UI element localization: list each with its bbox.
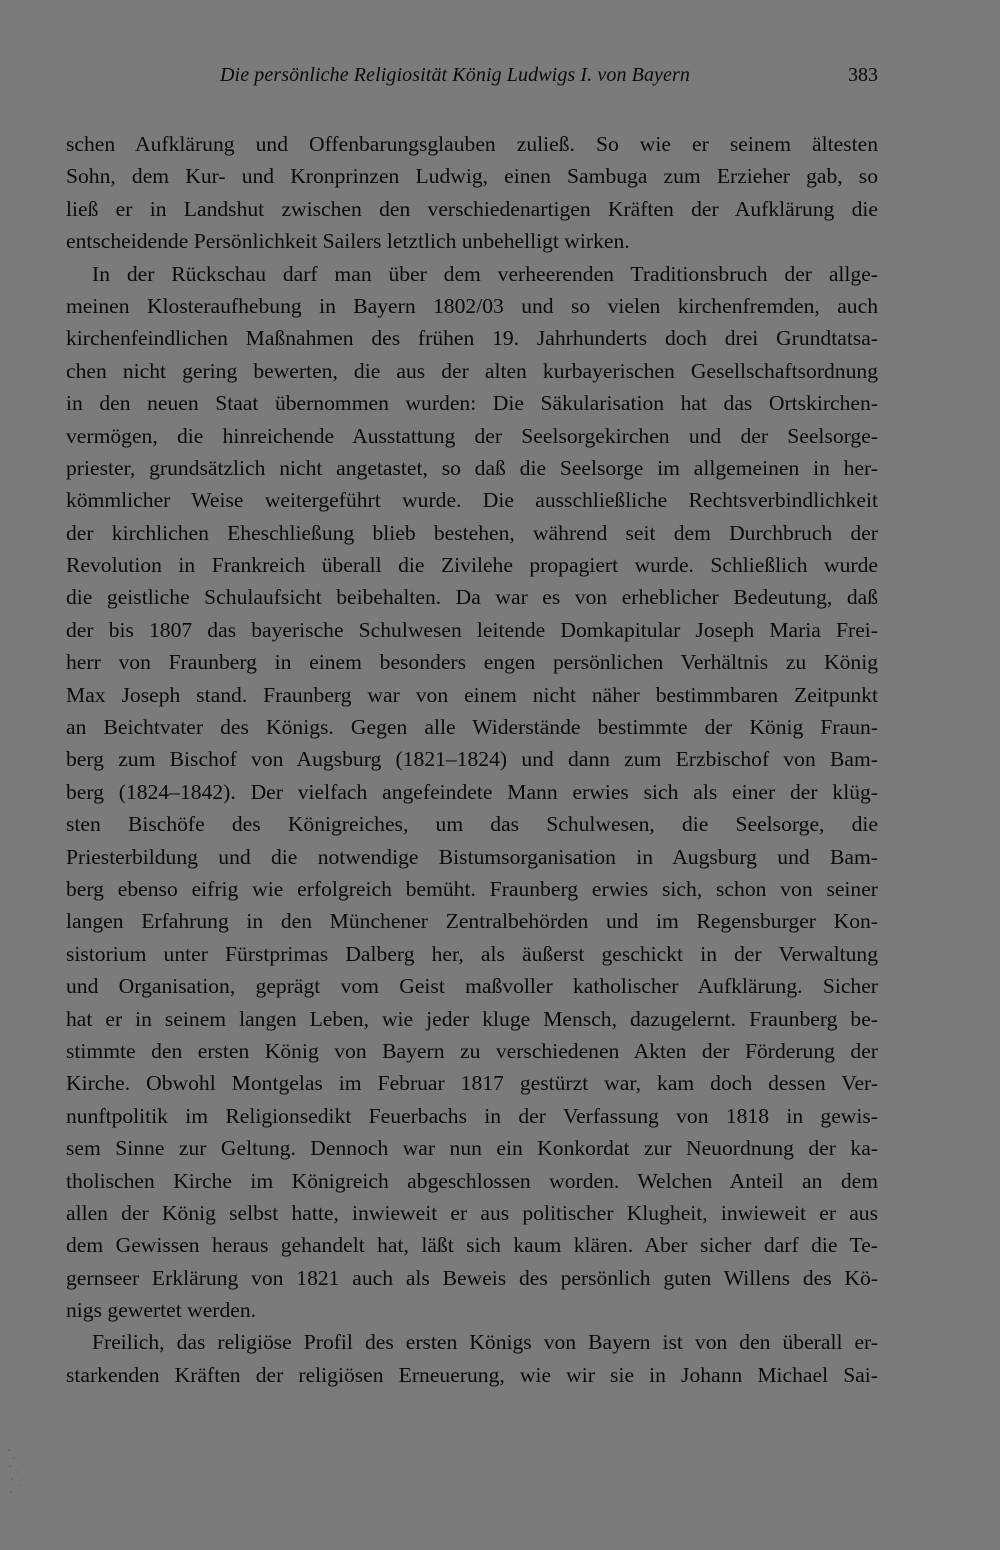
text-line: chen nicht gering bewerten, die aus der alten kurbayerischen Gesellschaftsordnung [66,358,878,383]
text-line: die geistliche Schulaufsicht beibehalten. Da war es von erheblicher Bedeutung, daß [66,585,878,610]
scan-noise-speckle [6,1446,24,1506]
paragraph-first-line [66,1326,878,1358]
text-line: meinen Klosteraufhebung in Bayern 1802/03 und so vielen kirchenfremden, auch [66,293,878,318]
text-line: Kirche. Obwohl Montgelas im Februar 1817 gestürzt war, kam doch dessen Ver- [66,1071,878,1096]
text-line: schen Aufklärung und Offenbarungsglauben zuließ. So wie er seinem ältesten [66,132,878,156]
text-line: Freilich, das religiöse Profil des ersten Königs von Bayern ist von den überall er- [92,1330,878,1355]
paragraph-first-line [66,258,878,290]
text-line: sem Sinne zur Geltung. Dennoch war nun ein Konkordat zur Neuordnung der ka- [66,1136,878,1161]
text-line: berg ebenso eifrig wie erfolgreich bemüht. Fraunberg erwies sich, schon von seiner [66,876,878,901]
text-line: und Organisation, geprägt vom Geist maßvoller katholischer Aufklärung. Sicher [66,974,878,999]
text-line: tholischen Kirche im Königreich abgeschlossen worden. Welchen Anteil an dem [66,1168,878,1193]
text-line: der kirchlichen Eheschließung blieb bestehen, während seit dem Durchbruch der [66,520,878,545]
text-line: vermögen, die hinreichende Ausstattung der Seelsorgekirchen und der Seelsorge- [66,423,878,448]
text-line: kirchenfeindlichen Maßnahmen des frühen 19. Jahrhunderts doch drei Grundtatsa- [66,326,878,351]
text-line: Max Joseph stand. Fraunberg war von einem nicht näher bestimmbaren Zeitpunkt [66,682,878,707]
text-line: Sohn, dem Kur- und Kronprinzen Ludwig, einen Sambuga zum Erzieher gab, so [66,164,878,189]
text-line: priester, grundsätzlich nicht angetastet, so daß die Seelsorge im allgemeinen in her- [66,455,878,480]
body-text [66,128,878,1391]
text-line: sten Bischöfe des Königreiches, um das Schulwesen, die Seelsorge, die [66,812,878,837]
text-line: Priesterbildung und die notwendige Bistumsorganisation in Augsburg und Bam- [66,844,878,869]
text-line: berg zum Bischof von Augsburg (1821–1824) und dann zum Erzbischof von Bam- [66,747,878,772]
text-line: gernseer Erklärung von 1821 auch als Beweis des persönlich guten Willens des Kö- [66,1265,878,1290]
running-title: Die persönliche Religiosität König Ludwigs I. von Bayern [220,64,690,86]
text-line: nunftpolitik im Religionsedikt Feuerbachs in der Verfassung von 1818 in gewis- [66,1103,878,1128]
text-line: entscheidende Persönlichkeit Sailers letztlich unbehelligt wirken. [66,229,630,254]
text-line: in den neuen Staat übernommen wurden: Die Säkularisation hat das Ortskirchen- [66,391,878,416]
running-head [160,64,878,94]
text-line: allen der König selbst hatte, inwieweit er aus politischer Klugheit, inwieweit er aus [66,1200,878,1225]
text-line: der bis 1807 das bayerische Schulwesen leitende Domkapitular Joseph Maria Frei- [66,617,878,642]
text-line: In der Rückschau darf man über dem verheerenden Traditionsbruch der allge- [92,261,878,286]
text-line: sistorium unter Fürstprimas Dalberg her, als äußerst geschickt in der Verwaltung [66,941,878,966]
text-line: langen Erfahrung in den Münchener Zentralbehörden und im Regensburger Kon- [66,909,878,934]
text-line: dem Gewissen heraus gehandelt hat, läßt sich kaum klären. Aber sicher darf die Te- [66,1233,878,1258]
text-line: kömmlicher Weise weitergeführt wurde. Die ausschließliche Rechtsverbindlichkeit [66,488,878,513]
text-line: herr von Fraunberg in einem besonders engen persönlichen Verhältnis zu König [66,650,878,675]
text-line: starkenden Kräften der religiösen Erneuerung, wie wir sie in Johann Michael Sai- [66,1362,878,1387]
text-line: Revolution in Frankreich überall die Zivilehe propagiert wurde. Schließlich wurde [66,553,878,578]
text-line: an Beichtvater des Königs. Gegen alle Widerstände bestimmte der König Fraun- [66,715,878,740]
text-line: berg (1824–1842). Der vielfach angefeindete Mann erwies sich als einer der klüg- [66,779,878,804]
page-number: 383 [848,64,878,86]
text-line: stimmte den ersten König von Bayern zu verschiedenen Akten der Förderung der [66,1038,878,1063]
text-line: hat er in seinem langen Leben, wie jeder kluge Mensch, dazugelernt. Fraunberg be- [66,1006,878,1031]
text-line: nigs gewertet werden. [66,1298,257,1323]
text-line: ließ er in Landshut zwischen den verschiedenartigen Kräften der Aufklärung die [66,196,878,221]
